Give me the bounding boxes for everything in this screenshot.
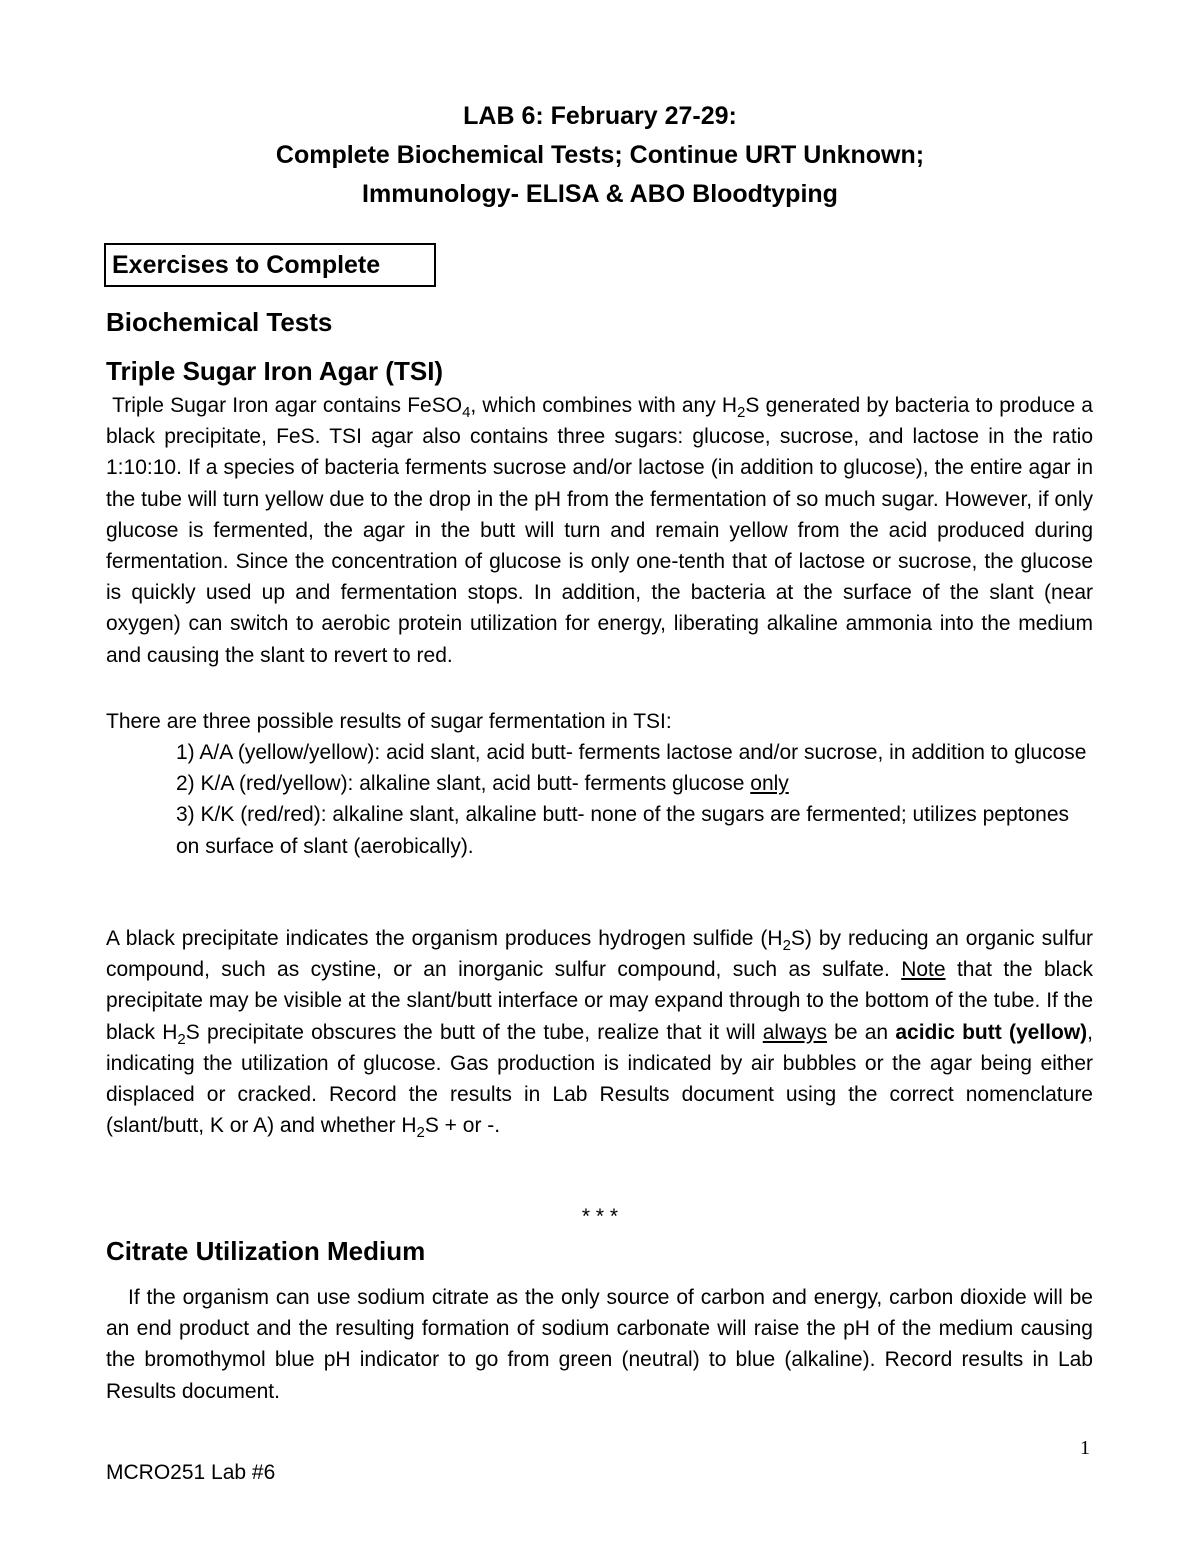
exercises-box: Exercises to Complete (104, 243, 436, 287)
title-line-1: LAB 6: February 27-29: (463, 102, 737, 130)
tsi-p2-text-g: S + or -. (424, 1114, 501, 1138)
tsi-p2-note: Note (901, 958, 946, 982)
section-separator: * * * (581, 1205, 619, 1228)
tsi-paragraph-2 (106, 923, 1093, 1141)
tsi-result-item-1: 1) A/A (yellow/yellow): acid slant, acid butt- ferments lactose and/or sucrose, in addition to glucose (176, 741, 1087, 764)
lab-title (0, 97, 1200, 214)
tsi-result-item-2 (176, 768, 1096, 799)
tsi-result-item-2-underlined: only (750, 772, 789, 796)
tsi-p1-sub-1: 4 (462, 404, 471, 421)
tsi-p2-sub-2: 2 (177, 1030, 186, 1048)
tsi-p2-text-c: that the black precipitate may be visible at the slant/butt interface or may expand through to the bottom of the tube. If the black H (106, 958, 1093, 1044)
title-line-3: Immunology- ELISA & ABO Bloodtyping (362, 180, 838, 208)
tsi-p1-text-b: , which combines with any H (470, 394, 738, 417)
tsi-p2-sub-3: 2 (416, 1124, 425, 1142)
tsi-results-intro: There are three possible results of sugar fermentation in TSI: (106, 710, 672, 733)
citrate-paragraph: If the organism can use sodium citrate as the only source of carbon and energy, carbon dioxide will be an end product and the resulting formation of sodium carbonate will raise the pH of the medium causing the bromothymol blue pH indicator to go from green (neutral) to blue (alkaline). Record results in Lab Results document. (106, 1286, 1093, 1403)
tsi-p2-always: always (762, 1020, 827, 1044)
tsi-p1-text-c: S generated by bacteria to produce a black precipitate, FeS. TSI agar also contains three sugars: glucose, sucrose, and lactose in the ratio 1:10:10. If a species of bacteria ferments sucrose and/or lactose (in addition to glucose), the entire agar in the tube will turn yellow due to the drop in the pH from the fermentation of so much sugar. However, if only glucose is fermented, the agar in the butt will turn and remain yellow from the acid produced during fermentation. Since the concentration of glucose is only one-tenth that of lactose or sucrose, the glucose is quickly used up and fermentation stops. In addition, the bacteria at the surface of the slant (near oxygen) can switch to aerobic protein utilization for energy, liberating alkaline ammonia into the medium and causing the slant to revert to red. (106, 394, 1093, 667)
tsi-result-item-3: 3) K/K (red/red): alkaline slant, alkaline butt- none of the sugars are fermented; utilizes peptones on surface of slant (aerobically). (176, 803, 1069, 858)
tsi-p2-text-e: be an (826, 1020, 896, 1044)
tsi-p2-text-b: S) by reducing an organic sulfur compound, such as cystine, or an inorganic sulfur compound, such as sulfate. (106, 927, 1093, 982)
tsi-p2-text-d: S precipitate obscures the butt of the tube, realize that it will (185, 1020, 763, 1044)
tsi-p1-sub-2: 2 (737, 404, 746, 421)
tsi-p2-sub-1: 2 (782, 937, 791, 954)
section-heading-biochemical-tests: Biochemical Tests (106, 307, 333, 337)
page-footer: MCRO251 Lab #6 (106, 1461, 276, 1484)
tsi-result-item-2-text: 2) K/A (red/yellow): alkaline slant, acid butt- ferments glucose (176, 772, 751, 796)
page-number: 1 (1080, 1437, 1090, 1459)
tsi-paragraph-1 (106, 390, 1093, 671)
title-line-2: Complete Biochemical Tests; Continue URT Unknown; (275, 141, 925, 169)
tsi-results-list (176, 737, 1096, 862)
tsi-p1-text-a: Triple Sugar Iron agar contains FeSO (112, 394, 463, 417)
tsi-heading: Triple Sugar Iron Agar (TSI) (106, 356, 444, 386)
tsi-p2-bold: acidic butt (yellow) (895, 1020, 1088, 1044)
tsi-p2-text-a: A black precipitate indicates the organism produces hydrogen sulfide (H (106, 927, 783, 950)
citrate-heading: Citrate Utilization Medium (106, 1236, 426, 1266)
tsi-p2-text-f: , indicating the utilization of glucose. Gas production is indicated by air bubbles or the agar being either displaced or cracked. Record the results in Lab Results document using the correct nomenclature (slant/butt, K or A) and whether H (106, 1020, 1093, 1138)
